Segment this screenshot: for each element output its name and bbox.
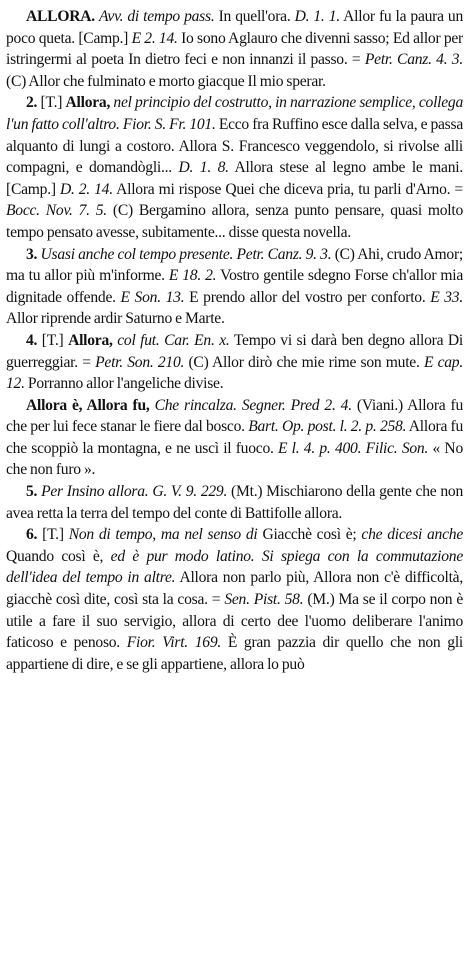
sense-keyword: Allora, <box>65 94 111 112</box>
sense-3 <box>6 244 463 330</box>
headword: ALLORA. <box>26 8 95 25</box>
sense-tag: [T.] <box>37 331 69 349</box>
citation: D. 1. 8. <box>178 159 229 177</box>
sub-entry-keyword: Allora è, Allora fu, <box>26 396 150 414</box>
sense-definition: col fut. Car. En. x. <box>112 331 230 349</box>
quotation-text: Allora non parlo più, Allora non c'è difficoltà, giacchè così dite, così sta la cosa. = <box>6 569 463 609</box>
sense-tag: [T.] <box>37 526 69 544</box>
sense-number: 5. <box>26 483 38 501</box>
sense-2 <box>6 92 463 243</box>
citation: E 33. <box>430 288 464 306</box>
citation: D. 1. 1. <box>294 8 340 25</box>
quotation-text: (C) Bergamino allora, senza punto pensare, quasi molto tempo pensato avesse, subitamente... disse questa novella. <box>6 202 463 241</box>
quotation-text: (C) Allor che fulminato e morto giacque Il mio sperar. <box>6 72 326 90</box>
definition-text: Quando così è, <box>6 547 111 565</box>
quotation-text: (Mt.) Mischiarono della gente che non avea retta la terra del tempo del conte di Battifolle allora. <box>6 483 463 522</box>
entry-paragraph-1 <box>6 6 463 92</box>
sub-entry-allora-e <box>6 395 463 481</box>
citation: Petr. Canz. 4. 3. <box>364 51 463 69</box>
citation: Bart. Op. post. l. 2. p. 258. <box>248 418 407 436</box>
quotation-text: Allora mi rispose Quei che diceva pria, tu parli d'Arno. = <box>112 180 463 198</box>
quotation-text: Vostro gentile sdegno Forse ch'allor mia dignitade offende. <box>6 267 464 306</box>
sense-definition: Non di tempo, ma nel senso di <box>68 526 258 544</box>
citation: Bocc. Nov. 7. 5. <box>6 202 107 220</box>
citation: E Son. 13. <box>120 288 185 306</box>
citation: E l. 4. p. 400. Filic. Son. <box>278 439 429 457</box>
sense-definition: nel principio del costrutto, in narrazione semplice, collega l'un fatto coll'altro. Fior. S. Fr. 101. <box>6 94 464 133</box>
quotation-text: (C) Allor dirò che mie rime son mute. <box>184 353 424 371</box>
quotation-text: « No che non furo ». <box>6 439 463 479</box>
citation: Fior. Virt. 169. <box>126 634 222 652</box>
sense-number: 4. <box>26 331 38 349</box>
sub-entry-definition: Che rincalza. Segner. Pred 2. 4. <box>149 396 352 414</box>
quotation-text: Allora stese al legno ambe le mani. [Camp.] <box>6 159 463 198</box>
quotation-text: Allor fu la paura un poco queta. [Camp.] <box>6 8 464 47</box>
sense-4 <box>6 330 463 395</box>
sense-number: 2. <box>26 94 38 112</box>
quotation-text: È gran pazzia dir quello che non gli appartiene di dire, e se gli appartiene, allora lo può <box>6 634 463 673</box>
sense-number: 6. <box>26 526 38 544</box>
quotation-text: E prendo allor del vostro per conforto. <box>184 288 431 306</box>
sense-keyword: Allora, <box>68 331 113 349</box>
quotation-text: Allor riprende ardir Saturno e Marte. <box>6 310 225 328</box>
definition-text: Giacchè così è; <box>257 526 362 544</box>
quotation-text: (Viani.) Allora fu che per lui fece stanar le fiere dal bosco. <box>6 396 463 436</box>
quotation-text: (M.) Ma se il corpo non è utile a fare il suo servigio, allora di certo dee l'uomo deliberare l'animo faticoso e penoso. <box>6 591 463 652</box>
citation: E cap. 12. <box>6 353 463 393</box>
sense-definition: Usasi anche col tempo presente. Petr. Canz. 9. 3. <box>37 245 332 263</box>
citation: D. 2. 14. <box>59 180 113 198</box>
part-of-speech: Avv. di tempo pass. <box>99 8 215 25</box>
sense-tag: [T.] <box>37 94 66 112</box>
citation: Petr. Son. 210. <box>95 353 185 371</box>
sense-6 <box>6 524 463 675</box>
quotation-text: Allora fu che scoppiò la montagna, e ne uscì il fuoco. <box>6 418 463 457</box>
sense-number: 3. <box>26 245 38 263</box>
citation: Sen. Pist. 58. <box>224 591 304 609</box>
definition-text: In quell'ora. <box>214 8 295 25</box>
quotation-text: (C) Ahi, crudo Amor; ma tu allor più m'informe. <box>6 245 463 285</box>
sense-definition: che dicesi anche <box>361 526 463 544</box>
quotation-text: Io sono Aglauro che divenni sasso; Ed allor per istringermi al poeta In dietro feci e non innanzi il passo. = <box>6 29 463 69</box>
sense-definition: Per Insino allora. G. V. 9. 229. <box>37 483 228 501</box>
citation: E 2. 14. <box>131 29 178 47</box>
quotation-text: Tempo vi si darà ben degno allora Di guerreggiar. = <box>6 331 463 371</box>
sense-5 <box>6 481 463 524</box>
quotation-text: Ecco fra Ruffino esce dalla selva, e passa alquanto di lungi a costoro. Allora S. Francesco veggendolo, si rivolse alli compagni, e domandògli... <box>6 115 463 177</box>
quotation-text: Porranno allor l'angeliche divise. <box>24 375 224 393</box>
citation: E 18. 2. <box>168 267 217 285</box>
sense-definition: ed è pur modo latino. Si spiega con la commutazione dell'idea del tempo in altre. <box>6 547 463 587</box>
